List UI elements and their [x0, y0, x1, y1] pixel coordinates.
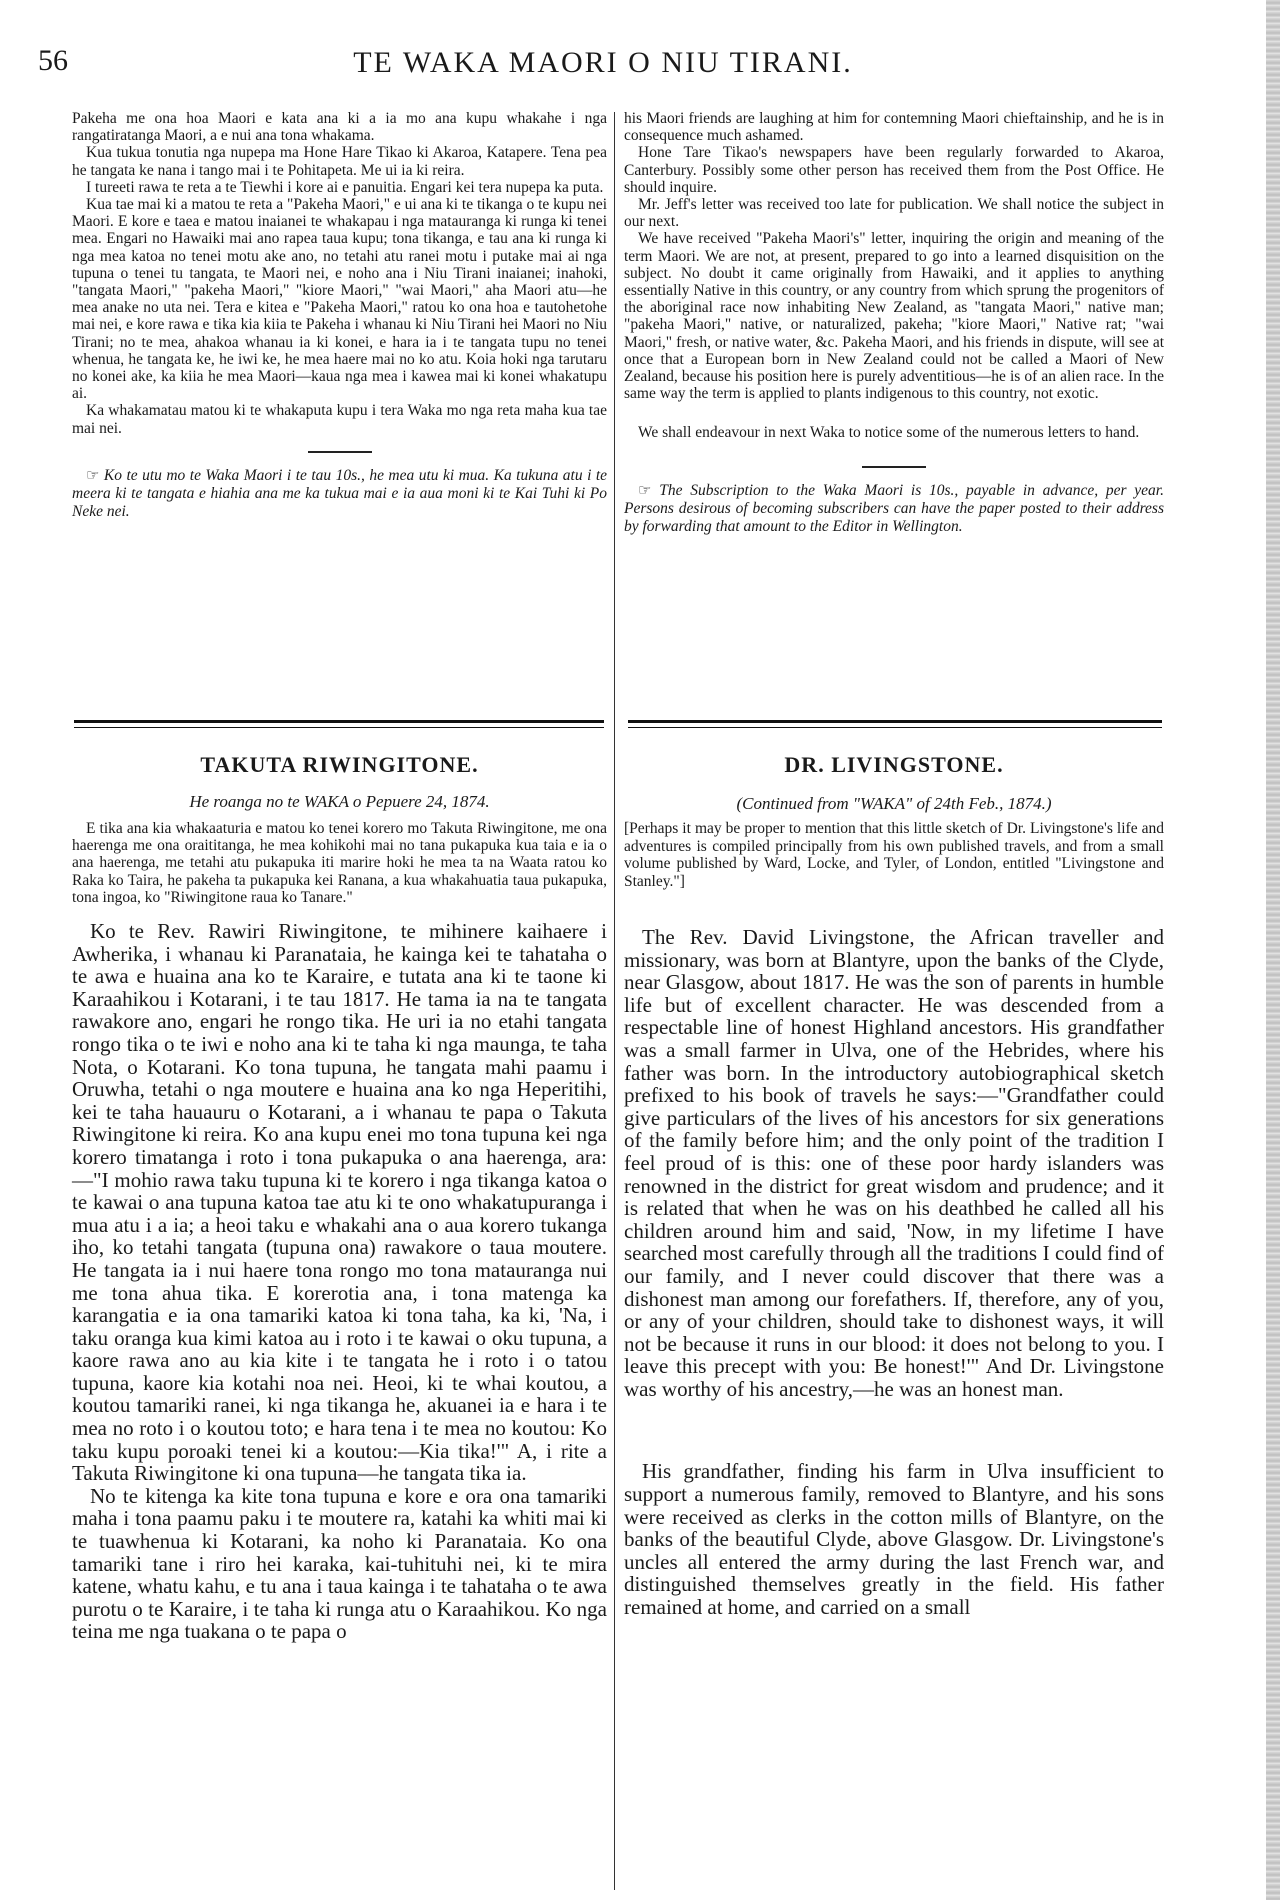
- subscription-text: The Subscription to the Waka Maori is 10s., payable in advance, per year. Persons desirous of becoming subscribers can have the paper posted to their address by forwarding that amount to the Editor in Wellington.: [624, 481, 1164, 535]
- notice-paragraph: We have received "Pakeha Maori's" letter, inquiring the origin and meaning of the term Maori. We are not, at present, prepared to go into a learned disquisition on the subject. No doubt it came originally from Hawaiki, and it applies to anything essentially Native in this country, or any country from which sprung the progenitors of the aboriginal race now inhabiting New Zealand, as "tangata Maori," native man; "pakeha Maori," native, or naturalized, pakeha; "kiore Maori," Native rat; "wai Maori," fresh, or native water, &c. Pakeha Maori, and his friends in dispute, will see at once that a European born in New Zealand could not be called a Maori of New Zealand, because his position here is purely adventitious—he is of an alien race. In the same way the term is applied to plants indigenous to this country, not exotic.: [624, 230, 1164, 403]
- left-article: [72, 752, 607, 1643]
- subscription-notice-maori: [72, 467, 607, 521]
- left-notices: [72, 110, 607, 520]
- page-header: [38, 44, 1168, 88]
- article-subtitle: (Continued from "WAKA" of 24th Feb., 1874.): [736, 794, 1052, 813]
- notice-paragraph: Hone Tare Tikao's newspapers have been regularly forwarded to Akaroa, Canterbury. Possibly some other person has received them from the Post Office. He should inquire.: [624, 144, 1164, 196]
- notice-paragraph: Mr. Jeff's letter was received too late for publication. We shall notice the subject in our next.: [624, 196, 1164, 231]
- masthead: TE WAKA MAORI O NIU TIRANI.: [353, 46, 853, 79]
- section-rule-right: [628, 720, 1162, 728]
- article-title: DR. LIVINGSTONE.: [784, 752, 1004, 777]
- short-divider: [862, 466, 926, 468]
- subscription-text: Ko te utu mo te Waka Maori i te tau 10s., he mea utu ki mua. Ka tukuna atu i te meera ki te tangata e hiahia ana me ka tukua mai e ia aua moni ki te Kai Tuhi ki Po Neke nei.: [72, 466, 608, 520]
- subscription-notice-english: [624, 482, 1164, 536]
- column-divider: [614, 112, 615, 1890]
- article-paragraph: The Rev. David Livingstone, the African traveller and missionary, was born at Blantyre, upon the banks of the Clyde, near Glasgow, about 1817. He was the son of parents in humble life but of excellent character. He was descended from a respectable line of honest Highland ancestors. His grandfather was a small farmer in Ulva, one of the Hebrides, where his father was born. In the introductory autobiographical sketch prefixed to his book of travels he says:—"Grandfather could give particulars of the lives of his ancestors for six generations of the family before him; and the only point of the tradition I feel proud of is this: one of these poor hardy islanders was renowned in the district for great wisdom and prudence; and it is related that when he was on his deathbed he called all his children around him and said, 'Now, in my lifetime I have searched most carefully through all the traditions I could find of our family, and I never could discover that there was a dishonest man among our forefathers. If, therefore, any of you, or any of your children, should take to dishonest ways, it will not be because it runs in our blood: it does not belong to you. I leave this precept with you: Be honest!'" And Dr. Livingstone was worthy of his ancestry,—he was an honest man.: [624, 925, 1164, 1401]
- short-divider: [308, 451, 372, 453]
- notice-paragraph: I tureeti rawa te reta a te Tiewhi i kore ai e panuitia. Engari kei tera nupepa ka puta.: [86, 178, 604, 196]
- right-article: [624, 752, 1164, 1619]
- article-paragraph: No te kitenga ka kite tona tupuna e kore e ora ona tamariki maha i tona paamu paku i te moutere ra, katahi ka whiti mai ki te tuawhenua ki Kotarani, ka noho ki Paranataia. Ko ona tamariki tane i riro hei karaka, kai-tuhituhi nei, ki te mira katene, whatu kahu, e tu ana i taua kainga i te tahataha o te awa purotu o te Karaire, i te taha ki runga atu o Karaahikou. Ko nga teina me nga tuakana o te papa o: [72, 1483, 607, 1644]
- pointing-hand-icon: ☞: [86, 467, 100, 484]
- article-paragraph: His grandfather, finding his farm in Ulva insufficient to support a numerous family, removed to Blantyre, and his sons were received as clerks in the cotton mills of Blantyre, on the banks of the beautiful Clyde, above Glasgow. Dr. Livingstone's uncles all entered the army during the last French war, and distinguished themselves greatly in the field. His father remained at home, and carried on a small: [624, 1459, 1164, 1620]
- section-rule-left: [74, 720, 604, 728]
- notice-paragraph: Kua tukua tonutia nga nupepa ma Hone Hare Tikao ki Akaroa, Katapere. Tena pea he tangata ke nana i tango mai i te Pohitapeta. Me ui ia ki reira.: [72, 144, 607, 179]
- page-number: 56: [38, 44, 68, 77]
- notice-paragraph: Ka whakamatau matou ki te whakaputa kupu i tera Waka mo nga reta maha kua tae mai nei.: [72, 402, 607, 437]
- pointing-hand-icon: ☞: [638, 482, 652, 499]
- article-title: TAKUTA RIWINGITONE.: [200, 752, 479, 777]
- page-edge: [1266, 0, 1280, 1900]
- notice-paragraph: Pakeha me ona hoa Maori e kata ana ki a ia mo ana kupu whakahe i nga rangatiratanga Maori, a e nui ana tona whakama.: [72, 110, 607, 145]
- right-notices: [624, 110, 1164, 535]
- article-paragraph: Ko te Rev. Rawiri Riwingitone, te mihinere kaihaere i Awherika, i whanau ki Paranataia, he kainga kei te tahataha o te awa e huaina ana ko te Karaire, e tutata ana ki te taone ki Karaahikou i Kotarani, i te tau 1817. He tama ia na te tangata rawakore ano, engari he rongo tika. He uri ia no etahi tangata rongo tika o te iwi e noho ana ki te taha ki nga maunga, te taha Nota, o Kotarani. Ko tona tupuna, he tangata mahi paamu i Oruwha, tetahi o nga moutere e huaina ana ko nga Heperitihi, kei te taha hauauru o Kotarani, a i whanau te papa o Takuta Riwingitone ki reira. Ko ana kupu enei mo tona tupuna kei nga korero timatanga i roto i tona pukapuka o ana haerenga, ara:—"I mohio rawa taku tupuna ki te korero i nga tikanga katoa o te kawai o ana tupuna katoa tae atu ki te ono whakatupuranga i mua atu i a ia; a heoi taku e whakahi ana o aua korero tukanga iho, ko tetahi tangata (tupuna ona) rawakore o taua moutere. He tangata ia i nui haere tona rongo mo tona matauranga nui me tona ahua tika. E korerotia ana, i tona matenga ka karangatia e ia ona tamariki katoa ki tona taha, ka ki, 'Na, i taku oranga kua kimi katoa au i roto i te kawai o oku tupuna, a kaore rawa ano au kia kite i te tangata he i roto i o tatou tupuna, kaore kia kotahi noa nei. Heoi, ki te whai koutou, a koutou tamariki ranei, ki nga tikanga he, akuanei ia e hara i te mea no roto i o koutou toto; e hara tena i te mea no koutou: Ko taku kupu poroaki tenei ki a koutou:—Kia tika!'" A, i rite a Takuta Riwingitone ki ona tupuna—he tangata tika ia.: [72, 919, 607, 1486]
- article-intro: E tika ana kia whakaaturia e matou ko tenei korero mo Takuta Riwingitone, me ona haerenga me ona oraititanga, he mea kohikohi mai no tana pukapuka kua taia e ia o ana haerenga, me tetahi atu pukapuka iti marire hoki he mea ta na Waata ratou ko Raka ko Taira, he pakeha ta pukapuka kei Ranana, a kua whakahuatia taua pukapuka, tona ingoa, ko "Riwingitone raua ko Tanare.": [72, 820, 607, 906]
- notice-paragraph: his Maori friends are laughing at him for contemning Maori chieftainship, and he is in consequence much ashamed.: [624, 110, 1164, 145]
- article-subtitle: He roanga no te WAKA o Pepuere 24, 1874.: [189, 792, 490, 811]
- notice-paragraph: We shall endeavour in next Waka to notice some of the numerous letters to hand.: [638, 424, 1140, 442]
- article-intro: [Perhaps it may be proper to mention that this little sketch of Dr. Livingstone's life and adventures is compiled principally from his own published travels, and from a small volume published by Ward, Locke, and Tyler, of London, entitled "Livingstone and Stanley."]: [624, 820, 1164, 890]
- notice-paragraph: Kua tae mai ki a matou te reta a "Pakeha Maori," e ui ana ki te tikanga o te kupu nei Maori. E kore e taea e matou inaianei te whakapau i nga matauranga ki runga ki tenei mea. Engari no Hawaiki mai ano rapea taua kupu; tona tikanga, e tau ana ki runga ki nga mea katoa no tenei motu ake ano, no tetahi atu ranei motu i putake mai ai nga tupuna o tenei tu tangata, te Maori nei, e noho ana i Niu Tirani inaianei; inahoki, "tangata Maori," "pakeha Maori," "kiore Maori," "wai Maori," aha Maori atu—he mea anake no uta nei. Tera e kitea e "Pakeha Maori," ratou ko ona hoa e tautohetohe mai nei, e kore rawa e tika kia kiia te Pakeha i whanau ki Niu Tirani hei Maori no Niu Tirani; no te mea, ahakoa whanau ia ki konei, e hara ia i te tangata tupu no tenei whenua, he tangata ke, he iwi ke, he mea haere mai no ko atu. Koia hoki nga tarutaru no konei ake, ka kiia he mea Maori—kaua nga mea i kawea mai ki konei whakatupu ai.: [72, 196, 607, 403]
